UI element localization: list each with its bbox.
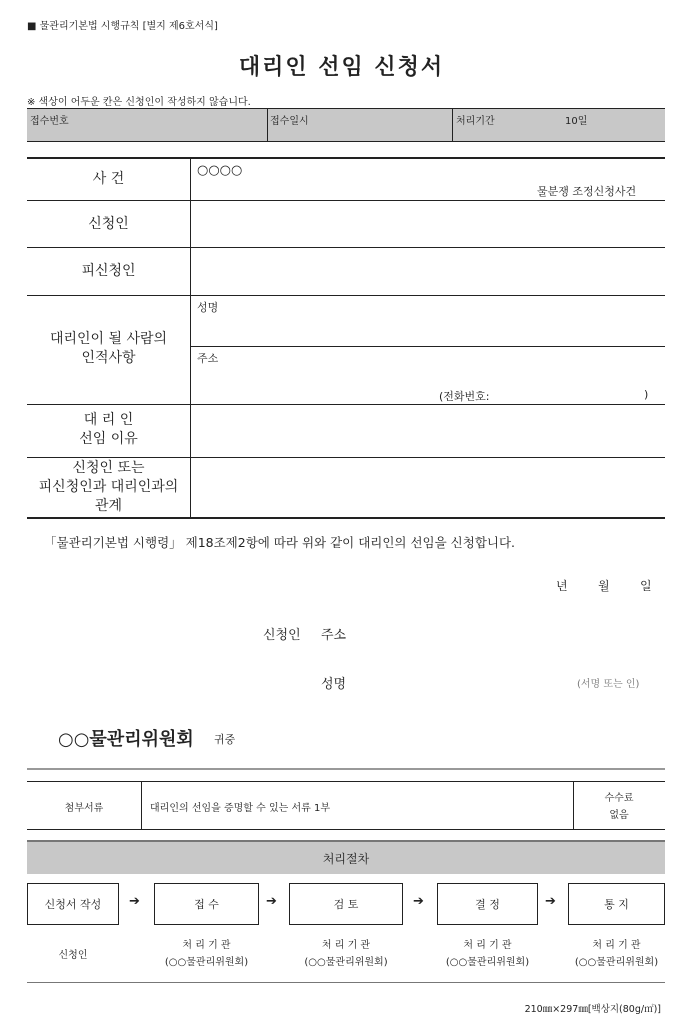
step-notification: 통 지 — [568, 883, 665, 925]
agency-line1: 처 리 기 관 — [182, 940, 231, 951]
reason-label-line2: 선임 이유 — [79, 431, 138, 447]
date-year-label: 년 — [556, 579, 568, 593]
signature-address-label: 주소 — [321, 628, 347, 643]
date-day-label: 일 — [640, 579, 652, 593]
recipient-suffix: 귀중 — [214, 733, 236, 746]
respondent-input[interactable] — [192, 249, 664, 294]
application-statement: 「물관리기본법 시행령」 제18조제2항에 따라 위와 같이 대리인의 선임을 신청합니다. — [44, 535, 516, 550]
fee-label: 수수료 — [604, 793, 634, 804]
case-value-type[interactable]: 물분쟁 조정신청사건 — [537, 185, 637, 198]
step-review: 검 토 — [289, 883, 403, 925]
relation-input[interactable] — [192, 459, 664, 515]
actor-agency-notification — [566, 937, 667, 971]
agency-line1: 처 리 기 관 — [592, 940, 641, 951]
actor-agency-review — [289, 937, 403, 971]
processing-period-label: 처리기간 — [456, 116, 495, 127]
step-application: 신청서 작성 — [27, 883, 119, 925]
signature-address-input[interactable] — [360, 620, 650, 642]
procedure-header — [27, 840, 665, 874]
receipt-number-label: 접수번호 — [30, 116, 69, 127]
date-month-label: 월 — [598, 579, 610, 593]
arrow-right-icon: ➔ — [413, 894, 424, 909]
signature-hint: (서명 또는 인) — [577, 679, 640, 690]
signature-name-input[interactable] — [360, 669, 560, 691]
agency-line1: 처 리 기 관 — [321, 940, 371, 951]
form-title: 대리인 선임 신청서 — [238, 55, 445, 80]
processing-period-value: 10일 — [565, 116, 588, 127]
agent-name-input[interactable] — [240, 298, 660, 342]
agency-line1: 처 리 기 관 — [463, 940, 512, 951]
recipient-name: ○○물관리위원회 — [58, 729, 194, 750]
agency-line2: (○○물관리위원회) — [445, 957, 530, 968]
arrow-right-icon: ➔ — [545, 894, 556, 909]
attachments-value: 대리인의 선임을 증명할 수 있는 서류 1부 — [150, 803, 330, 814]
procedure-title: 처리절차 — [322, 851, 370, 866]
agent-phone-label: (전화번호: — [439, 390, 490, 403]
shaded-notice: ※ 색상이 어두운 칸은 신청인이 작성하지 않습니다. — [27, 97, 251, 108]
reason-input[interactable] — [192, 406, 664, 456]
fee-cell — [573, 790, 665, 824]
signature-applicant-label: 신청인 — [263, 628, 301, 643]
agent-address-input[interactable] — [240, 349, 660, 379]
receipt-date-label: 접수일시 — [270, 116, 309, 127]
paper-spec: 210㎜×297㎜[백상지(80g/㎡)] — [524, 1004, 661, 1015]
agency-line2: (○○물관리위원회) — [164, 957, 249, 968]
square-marker-icon: ■ — [27, 21, 37, 32]
relation-label — [27, 459, 190, 516]
agency-line2: (○○물관리위원회) — [304, 957, 388, 968]
signature-name-label: 성명 — [321, 677, 347, 692]
reason-label-line1: 대 리 인 — [83, 412, 134, 428]
step-receipt: 접 수 — [154, 883, 259, 925]
law-reference-text: 물관리기본법 시행규칙 [별지 제6호서식] — [39, 21, 218, 32]
actor-agency-decision — [431, 937, 544, 971]
agent-phone-input[interactable] — [500, 386, 640, 402]
actor-agency-receipt — [150, 937, 263, 971]
applicant-input[interactable] — [192, 202, 664, 246]
relation-label-line1: 신청인 또는 — [72, 460, 145, 476]
agent-info-label-line1: 대리인이 될 사람의 — [49, 331, 168, 347]
respondent-label: 피신청인 — [81, 263, 136, 279]
actor-applicant: 신청인 — [58, 950, 88, 961]
step-decision: 결 정 — [437, 883, 538, 925]
arrow-right-icon: ➔ — [266, 894, 277, 909]
attachments-label: 첨부서류 — [64, 803, 104, 814]
case-value-code[interactable]: ○○○○ — [197, 163, 243, 178]
agent-phone-close: ) — [644, 388, 649, 401]
arrow-right-icon: ➔ — [129, 894, 140, 909]
relation-label-line3: 관계 — [94, 498, 123, 514]
case-label: 사 건 — [92, 171, 125, 187]
agent-address-label: 주소 — [197, 352, 219, 365]
agent-info-label — [27, 330, 190, 368]
agent-name-label: 성명 — [197, 301, 219, 314]
applicant-label: 신청인 — [88, 216, 129, 232]
reason-label — [27, 411, 190, 449]
fee-value: 없음 — [609, 810, 629, 821]
law-reference — [27, 17, 218, 32]
relation-label-line2: 피신청인과 대리인과의 — [38, 479, 179, 495]
agent-info-label-line2: 인적사항 — [81, 350, 136, 366]
agency-line2: (○○물관리위원회) — [574, 957, 659, 968]
